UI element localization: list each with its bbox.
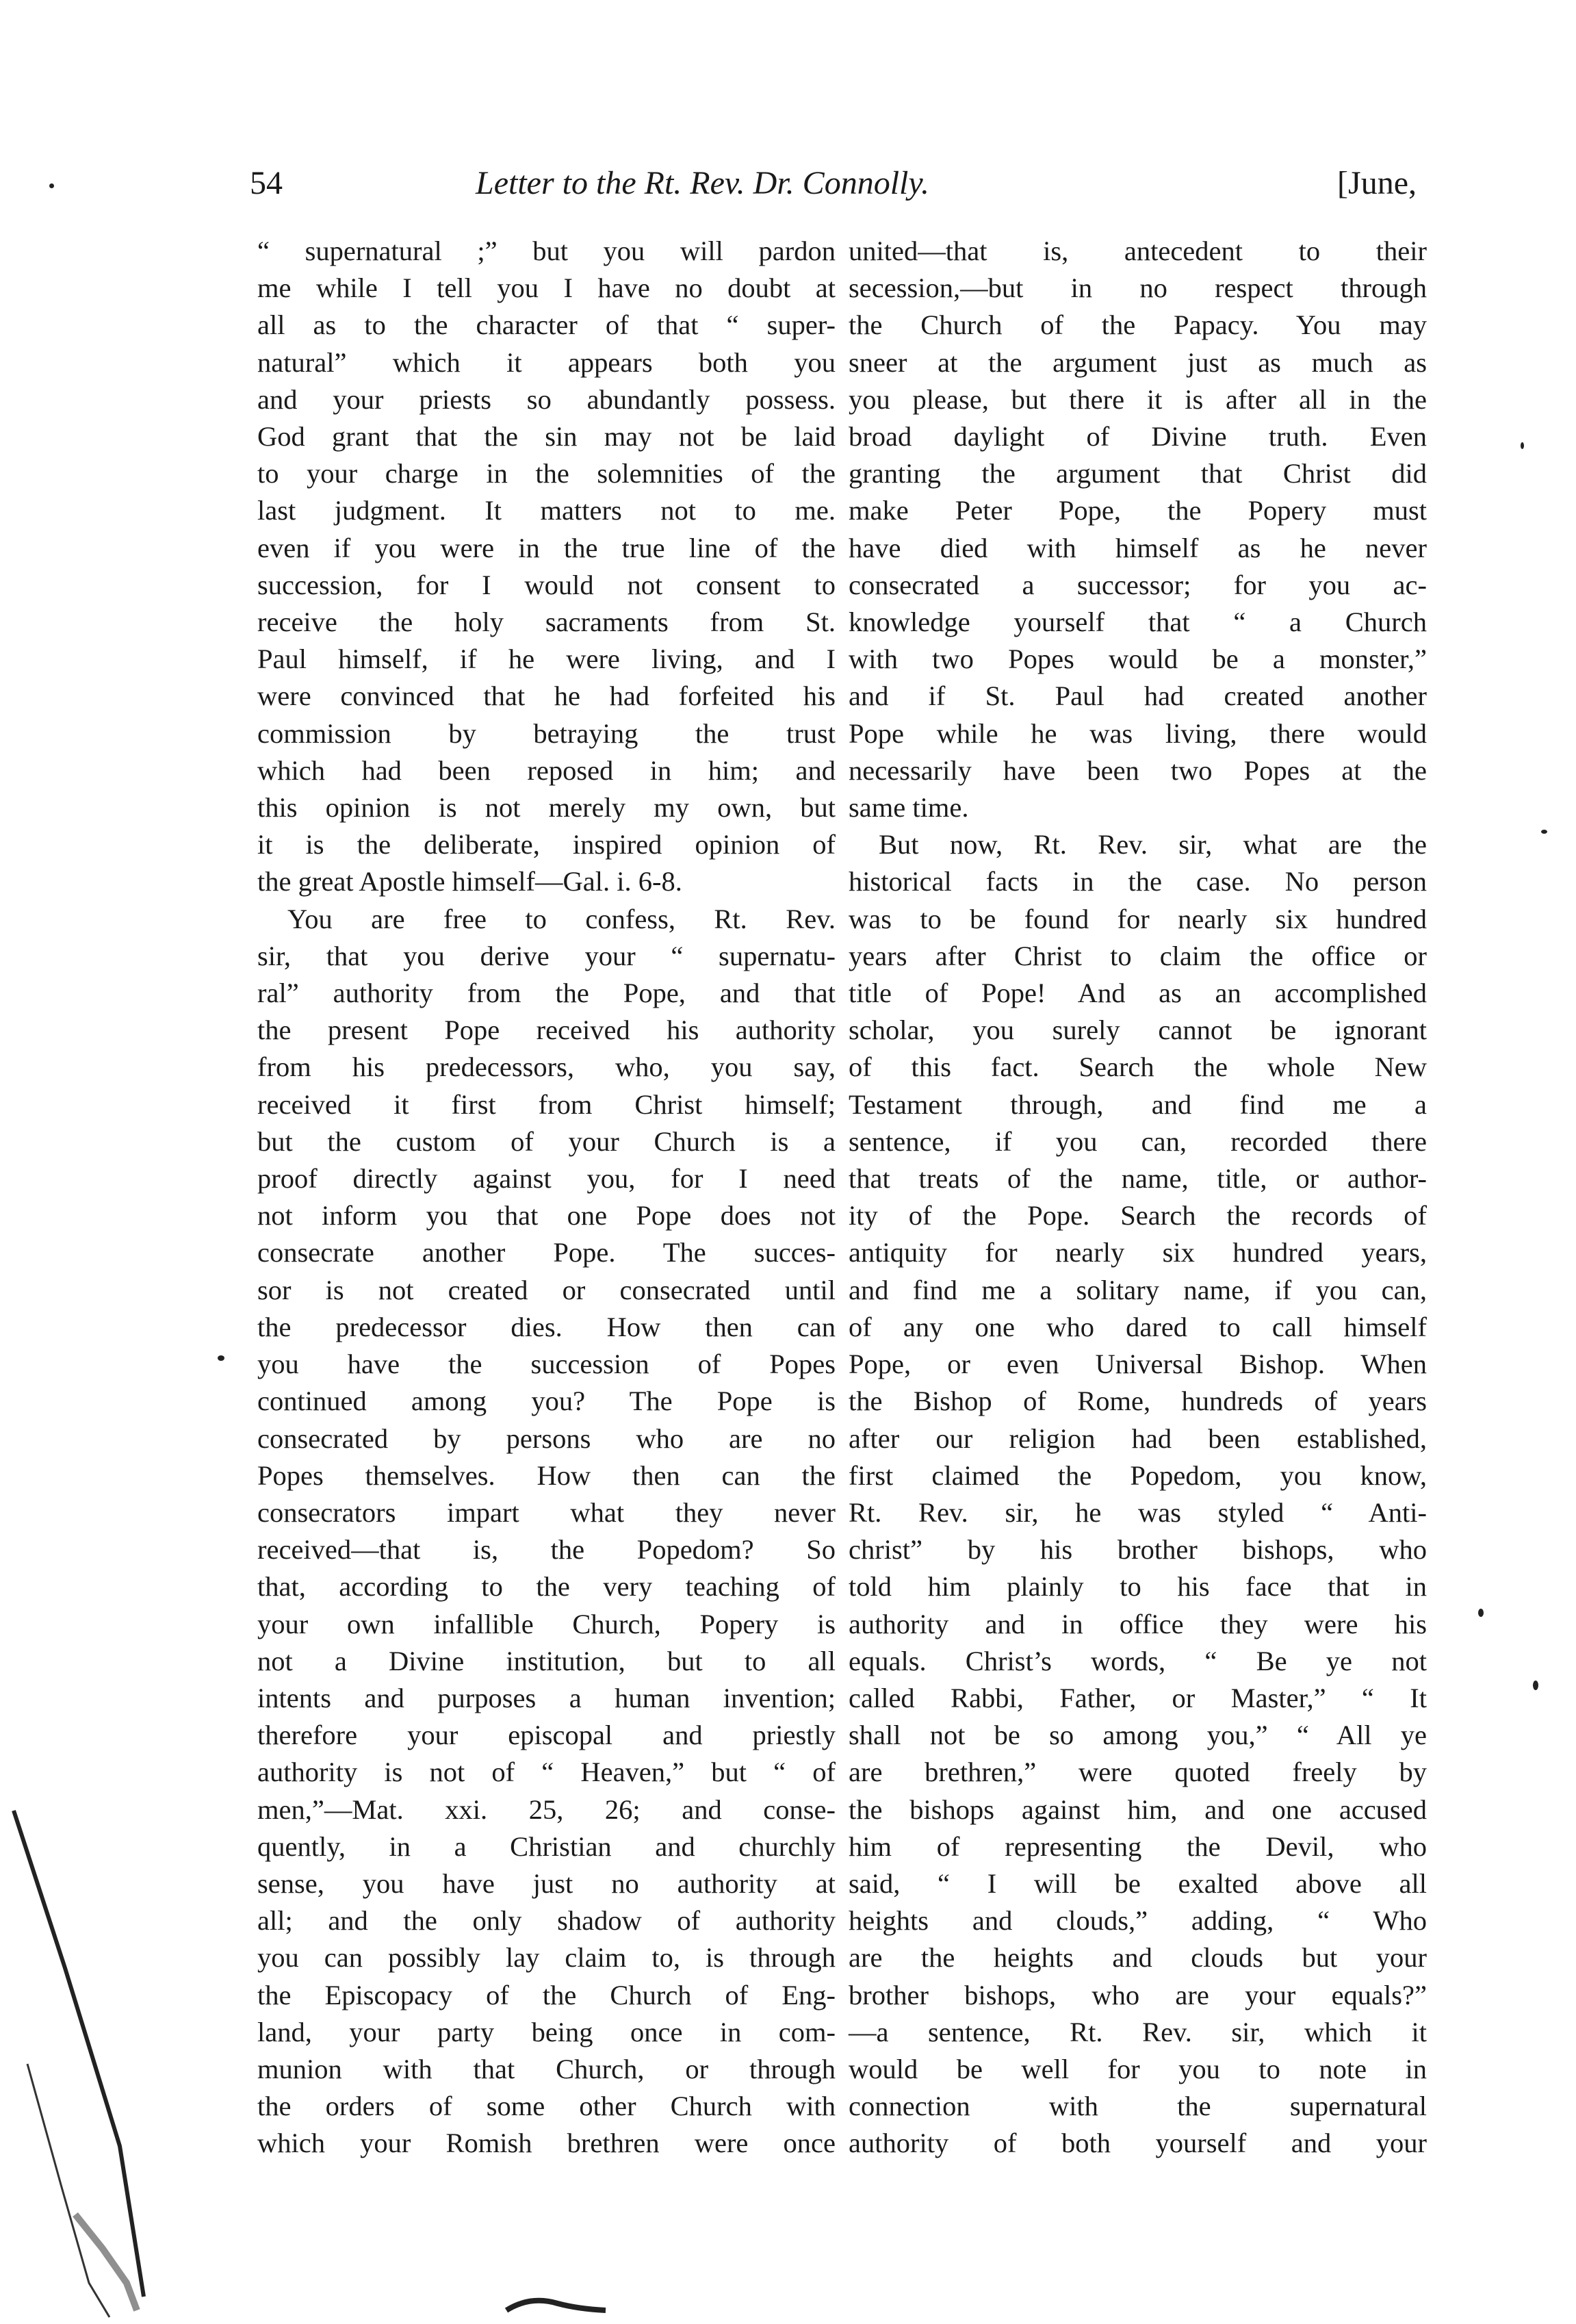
page-header [250,164,1417,219]
text-line: secession,—but in no respect through [849,272,1427,304]
text-line: consecrators impart what they never [257,1496,836,1528]
text-line: not a Divine institution, but to all [257,1645,836,1676]
text-line: of this fact. Search the whole New [849,1051,1427,1083]
text-line: it is the deliberate, inspired opinion of [257,829,836,860]
scan-smudge-artifact [503,2290,612,2317]
text-line: ral” authority from the Pope, and that [257,978,836,1009]
text-line: God grant that the sin may not be laid [257,421,836,452]
text-line: consecrated a successor; for you ac- [849,569,1427,600]
text-line: But now, Rt. Rev. sir, what are the [879,829,1427,860]
text-line: me while I tell you I have no doubt at [257,272,836,304]
text-line: that treats of the name, title, or author- [849,1163,1427,1195]
text-line: him of representing the Devil, who [849,1830,1427,1862]
scan-edge-artifact [0,1804,205,2324]
text-line: the great Apostle himself—Gal. i. 6-8. [257,866,682,897]
text-line: called Rabbi, Father, or Master,” “ It [849,1682,1427,1713]
text-line: that, according to the very teaching of [257,1571,836,1602]
text-line: the Episcopacy of the Church of Eng- [257,1979,836,2010]
text-line: was to be found for nearly six hundred [849,903,1427,934]
text-line: men,”—Mat. xxi. 25, 26; and conse- [257,1793,836,1825]
text-line: received it first from Christ himself; [257,1088,836,1120]
text-line: the predecessor dies. How then can [257,1311,836,1342]
scan-dot [1541,830,1547,834]
text-line: you have the succession of Popes [257,1349,836,1380]
text-line: therefore your episcopal and priestly [257,1720,836,1751]
text-line: sense, you have just no authority at [257,1867,836,1899]
text-line: first claimed the Popedom, you know, [849,1459,1427,1491]
scan-dot [1521,442,1524,449]
text-line: commission by betraying the trust [257,717,836,749]
text-line: the orders of some other Church with [257,2091,836,2122]
text-line: last judgment. It matters not to me. [257,495,836,526]
text-line: receive the holy sacraments from St. [257,606,836,638]
text-line: received—that is, the Popedom? So [257,1534,836,1566]
scan-dot [218,1355,224,1361]
text-line: sir, that you derive your “ supernatu- [257,940,836,971]
text-line: the present Pope received his authority [257,1014,836,1046]
text-line: consecrated by persons who are no [257,1422,836,1454]
text-line: land, your party being once in com- [257,2016,836,2047]
text-line: which your Romish brethren were once [257,2128,836,2159]
text-line: but the custom of your Church is a [257,1125,836,1157]
text-line: sor is not created or consecrated until [257,1274,836,1305]
text-line: you please, but there it is after all in the [849,383,1427,415]
text-line: Pope, or even Universal Bishop. When [849,1349,1427,1380]
text-line: are brethren,” were quoted freely by [849,1757,1427,1788]
text-line: continued among you? The Pope is [257,1386,836,1417]
text-line: Rt. Rev. sir, he was styled “ Anti- [849,1496,1427,1528]
text-line: and if St. Paul had created another [849,680,1427,712]
left-text-column [257,233,836,2162]
text-line: brother bishops, who are your equals?” [849,1979,1427,2010]
text-line: authority is not of “ Heaven,” but “ of [257,1757,836,1788]
text-line: broad daylight of Divine truth. Even [849,421,1427,452]
text-line: consecrate another Pope. The succes- [257,1237,836,1268]
running-title: Letter to the Rt. Rev. Dr. Connolly. [476,165,930,201]
text-line: Paul himself, if he were living, and I [257,643,836,675]
text-line: to your charge in the solemnities of the [257,458,836,489]
text-line: historical facts in the case. No person [849,866,1427,897]
text-line: sneer at the argument just as much as [849,346,1427,378]
text-line: You are free to confess, Rt. Rev. [287,903,836,934]
text-line: quently, in a Christian and churchly [257,1830,836,1862]
text-line: and find me a solitary name, if you can, [849,1274,1427,1305]
text-line: you can possibly lay claim to, is through [257,1942,836,1974]
text-line: succession, for I would not consent to [257,569,836,600]
running-date: [June, [1337,165,1417,201]
text-line: authority and in office they were his [849,1608,1427,1639]
text-line: christ” by his brother bishops, who [849,1534,1427,1566]
text-line: connection with the supernatural [849,2091,1427,2122]
text-line: which had been reposed in him; and [257,754,836,786]
text-line: same time. [849,792,969,823]
text-line: would be well for you to note in [849,2053,1427,2084]
right-text-column [849,233,1427,2162]
text-line: necessarily have been two Popes at the [849,754,1427,786]
scan-dot [49,183,54,188]
text-line: not inform you that one Pope does not [257,1200,836,1231]
text-line: shall not be so among you,” “ All ye [849,1720,1427,1751]
text-line: have died with himself as he never [849,532,1427,563]
text-line: authority of both yourself and your [849,2128,1427,2159]
text-line: were convinced that he had forfeited his [257,680,836,712]
text-line: proof directly against you, for I need [257,1163,836,1195]
text-line: natural” which it appears both you [257,346,836,378]
text-line: equals. Christ’s words, “ Be ye not [849,1645,1427,1676]
text-line: title of Pope! And as an accomplished [849,978,1427,1009]
text-line: all; and the only shadow of authority [257,1905,836,1937]
text-line: and your priests so abundantly possess. [257,383,836,415]
text-line: sentence, if you can, recorded there [849,1125,1427,1157]
text-line: even if you were in the true line of the [257,532,836,563]
text-line: munion with that Church, or through [257,2053,836,2084]
text-line: said, “ I will be exalted above all [849,1867,1427,1899]
text-line: intents and purposes a human invention; [257,1682,836,1713]
text-line: Popes themselves. How then can the [257,1459,836,1491]
text-line: the Church of the Papacy. You may [849,309,1427,341]
text-line: “ supernatural ;” but you will pardon [257,235,836,266]
text-line: told him plainly to his face that in [849,1571,1427,1602]
text-line: the Bishop of Rome, hundreds of years [849,1386,1427,1417]
text-line: after our religion had been established, [849,1422,1427,1454]
text-line: —a sentence, Rt. Rev. sir, which it [849,2016,1427,2047]
scan-dot [1533,1681,1538,1690]
text-line: of any one who dared to call himself [849,1311,1427,1342]
page-number: 54 [250,165,283,201]
scan-dot [1478,1609,1484,1617]
text-line: Testament through, and find me a [849,1088,1427,1120]
text-line: Pope while he was living, there would [849,717,1427,749]
text-line: from his predecessors, who, you say, [257,1051,836,1083]
text-line: this opinion is not merely my own, but [257,792,836,823]
text-line: with two Popes would be a monster,” [849,643,1427,675]
text-line: make Peter Pope, the Popery must [849,495,1427,526]
text-line: knowledge yourself that “ a Church [849,606,1427,638]
text-line: united—that is, antecedent to their [849,235,1427,266]
text-line: the bishops against him, and one accused [849,1793,1427,1825]
text-line: scholar, you surely cannot be ignorant [849,1014,1427,1046]
text-line: antiquity for nearly six hundred years, [849,1237,1427,1268]
text-line: years after Christ to claim the office or [849,940,1427,971]
text-line: ity of the Pope. Search the records of [849,1200,1427,1231]
text-line: all as to the character of that “ super- [257,309,836,341]
text-line: granting the argument that Christ did [849,458,1427,489]
text-line: are the heights and clouds but your [849,1942,1427,1974]
text-line: your own infallible Church, Popery is [257,1608,836,1639]
text-line: heights and clouds,” adding, “ Who [849,1905,1427,1937]
